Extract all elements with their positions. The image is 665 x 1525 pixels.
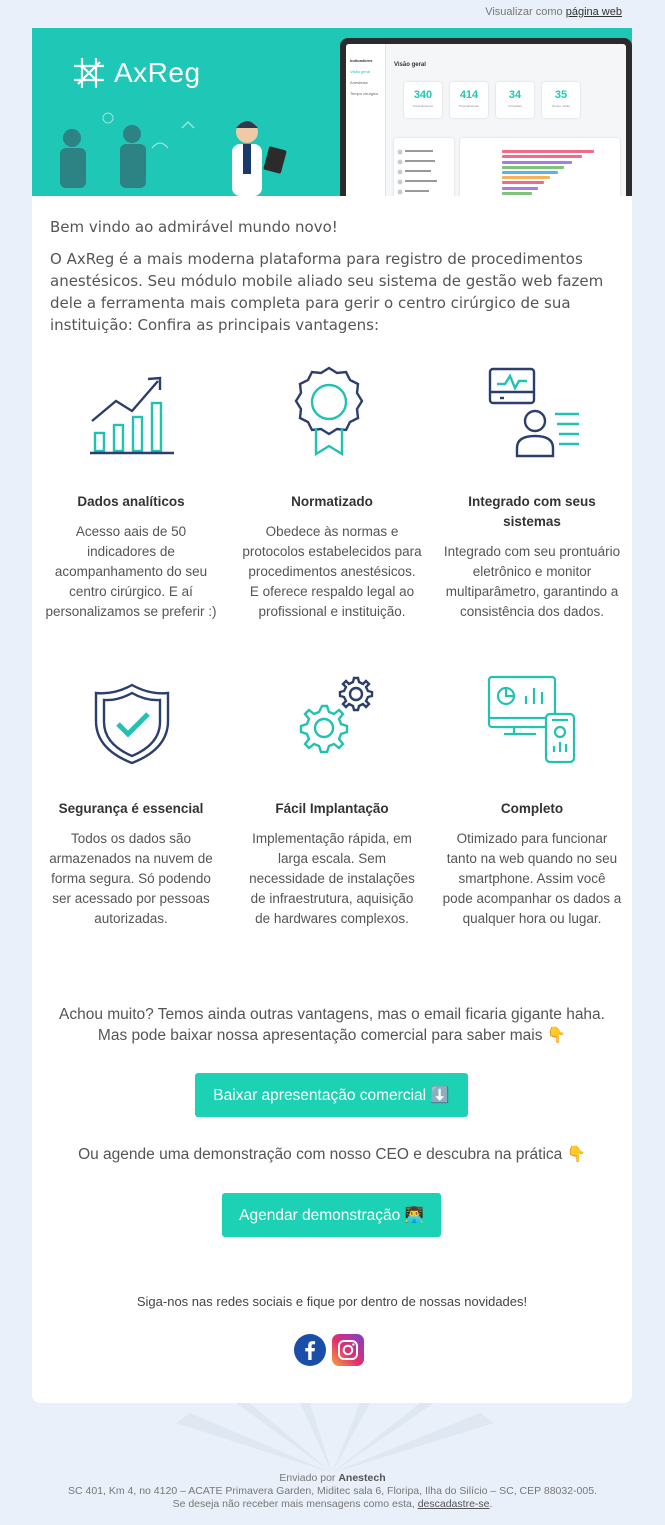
schedule-demo-button[interactable]: Agendar demonstração 👨‍💻	[222, 1193, 441, 1237]
kpi-label: Cirurgiões	[508, 104, 522, 108]
footer-sent-by: Enviado por	[279, 1472, 336, 1484]
dashboard-list-panel	[394, 138, 454, 196]
feature-title: Integrado com seus sistemas	[468, 494, 596, 529]
intro-paragraph: O AxReg é a mais moderna plataforma para registro de procedimentos anestésicos. Seu módulo mobile aliado seu sistema de gestão web fazem dele a ferramenta mais completa para gerir o centro cirúrgico de sua instituição: Confira as principais vantagens:	[50, 250, 604, 334]
dashboard-sidebar-item: Indicadores	[350, 58, 373, 63]
kpi-value: 34	[508, 89, 522, 101]
facebook-icon[interactable]	[294, 1334, 326, 1366]
kpi-value: 35	[554, 89, 568, 101]
feature-title: Segurança é essencial	[58, 801, 204, 816]
view-as-label: Visualizar como	[485, 6, 563, 18]
feature-easy-deployment	[242, 799, 422, 929]
footer-company: Anestech	[338, 1472, 386, 1484]
certificate-badge-icon	[294, 366, 364, 458]
footer-unsubscribe	[0, 1498, 665, 1511]
dashboard-sidebar-item: Anestesia	[350, 80, 368, 85]
kpi-label: Procedimentos	[412, 104, 433, 108]
kpi-value: 340	[413, 89, 433, 101]
kpi-card	[496, 82, 534, 118]
webpage-link[interactable]: página web	[565, 6, 622, 18]
logo-text: AxReg	[114, 57, 201, 88]
unsubscribe-suffix: .	[489, 1498, 493, 1510]
feature-text: Todos os dados são armazenados na nuvem de forma segura. Só podendo ser acessado por pessoas autorizadas.	[49, 831, 213, 926]
feature-text: Integrado com seu prontuário eletrônico e monitor multiparâmetro, garantindo a consistência dos dados.	[443, 544, 621, 619]
unsubscribe-prefix: Se deseja não receber mais mensagens como esta,	[172, 1498, 415, 1510]
download-presentation-button[interactable]: Baixar apresentação comercial ⬇️	[195, 1073, 468, 1117]
unsubscribe-link[interactable]: descadastre-se	[417, 1498, 490, 1510]
dashboard-title: Visão geral	[394, 62, 426, 68]
feature-analytics	[41, 492, 221, 622]
feature-title: Completo	[500, 801, 564, 816]
kpi-label: Procedimentos	[458, 104, 479, 108]
hero-banner	[32, 28, 632, 196]
dashboard-bar-panel	[460, 138, 620, 196]
footer-sender	[0, 1472, 665, 1485]
monitor-user-icon	[487, 366, 583, 458]
kpi-card	[404, 82, 442, 118]
feature-normatized	[242, 492, 422, 622]
feature-text: Acesso aais de 50 indicadores de acompanhamento do seu centro cirúrgico. E aí personalizamos se preferir :)	[45, 524, 217, 619]
axreg-logo	[72, 56, 201, 90]
welcome-heading: Bem vindo ao admirável mundo novo!	[50, 218, 338, 236]
gears-icon	[288, 674, 376, 766]
feature-text: Otimizado para funcionar tanto na web quando no seu smartphone. Assim você pode acompanhar os dados a qualquer hora ou lugar.	[442, 831, 622, 926]
axreg-logo-icon	[72, 56, 106, 90]
feature-title: Dados analíticos	[77, 494, 185, 509]
kpi-card	[450, 82, 488, 118]
kpi-value: 414	[459, 89, 479, 101]
feature-integrated	[442, 492, 622, 622]
decorative-rays	[0, 1403, 665, 1473]
feature-text: Implementação rápida, em larga escala. Sem necessidade de instalações de infraestrutura, aquisição de hardwares complexos.	[249, 831, 415, 926]
feature-title: Fácil Implantação	[275, 801, 389, 816]
dashboard-sidebar-item: Visão geral	[350, 69, 370, 74]
kpi-card	[542, 82, 580, 118]
feature-security	[41, 799, 221, 929]
kpi-label: Tempo médio	[551, 104, 570, 108]
footer	[0, 1472, 665, 1511]
cta-presentation-text: Achou muito? Temos ainda outras vantagens, mas o email ficaria gigante haha. Mas pode baixar nossa apresentação comercial para saber mais 👇	[59, 1006, 605, 1044]
team-illustration	[42, 108, 312, 196]
devices-icon	[486, 674, 578, 766]
laptop-dashboard-mockup	[340, 38, 632, 196]
shield-check-icon	[92, 682, 172, 766]
email-card	[32, 28, 632, 1403]
feature-complete	[442, 799, 622, 929]
dashboard-sidebar	[346, 44, 386, 196]
dashboard-sidebar-item: Tempo cirúrgico	[350, 91, 379, 96]
feature-text: Obedece às normas e protocolos estabelecidos para procedimentos anestésicos. E oferece respaldo legal ao profissional e instituição.	[242, 524, 422, 619]
view-as-webpage	[485, 6, 622, 18]
cta-demo-text: Ou agende uma demonstração com nosso CEO e descubra na prática 👇	[78, 1146, 586, 1163]
follow-us-text: Siga-nos nas redes sociais e fique por dentro de nossas novidades!	[136, 1294, 528, 1309]
instagram-icon[interactable]	[332, 1334, 364, 1366]
growth-chart-icon	[90, 373, 180, 455]
feature-title: Normatizado	[291, 494, 373, 509]
footer-address: SC 401, Km 4, no 4120 – ACATE Primavera Garden, Miditec sala 6, Floripa, Ilha do Silício – SC, CEP 88032-005.	[68, 1485, 597, 1497]
